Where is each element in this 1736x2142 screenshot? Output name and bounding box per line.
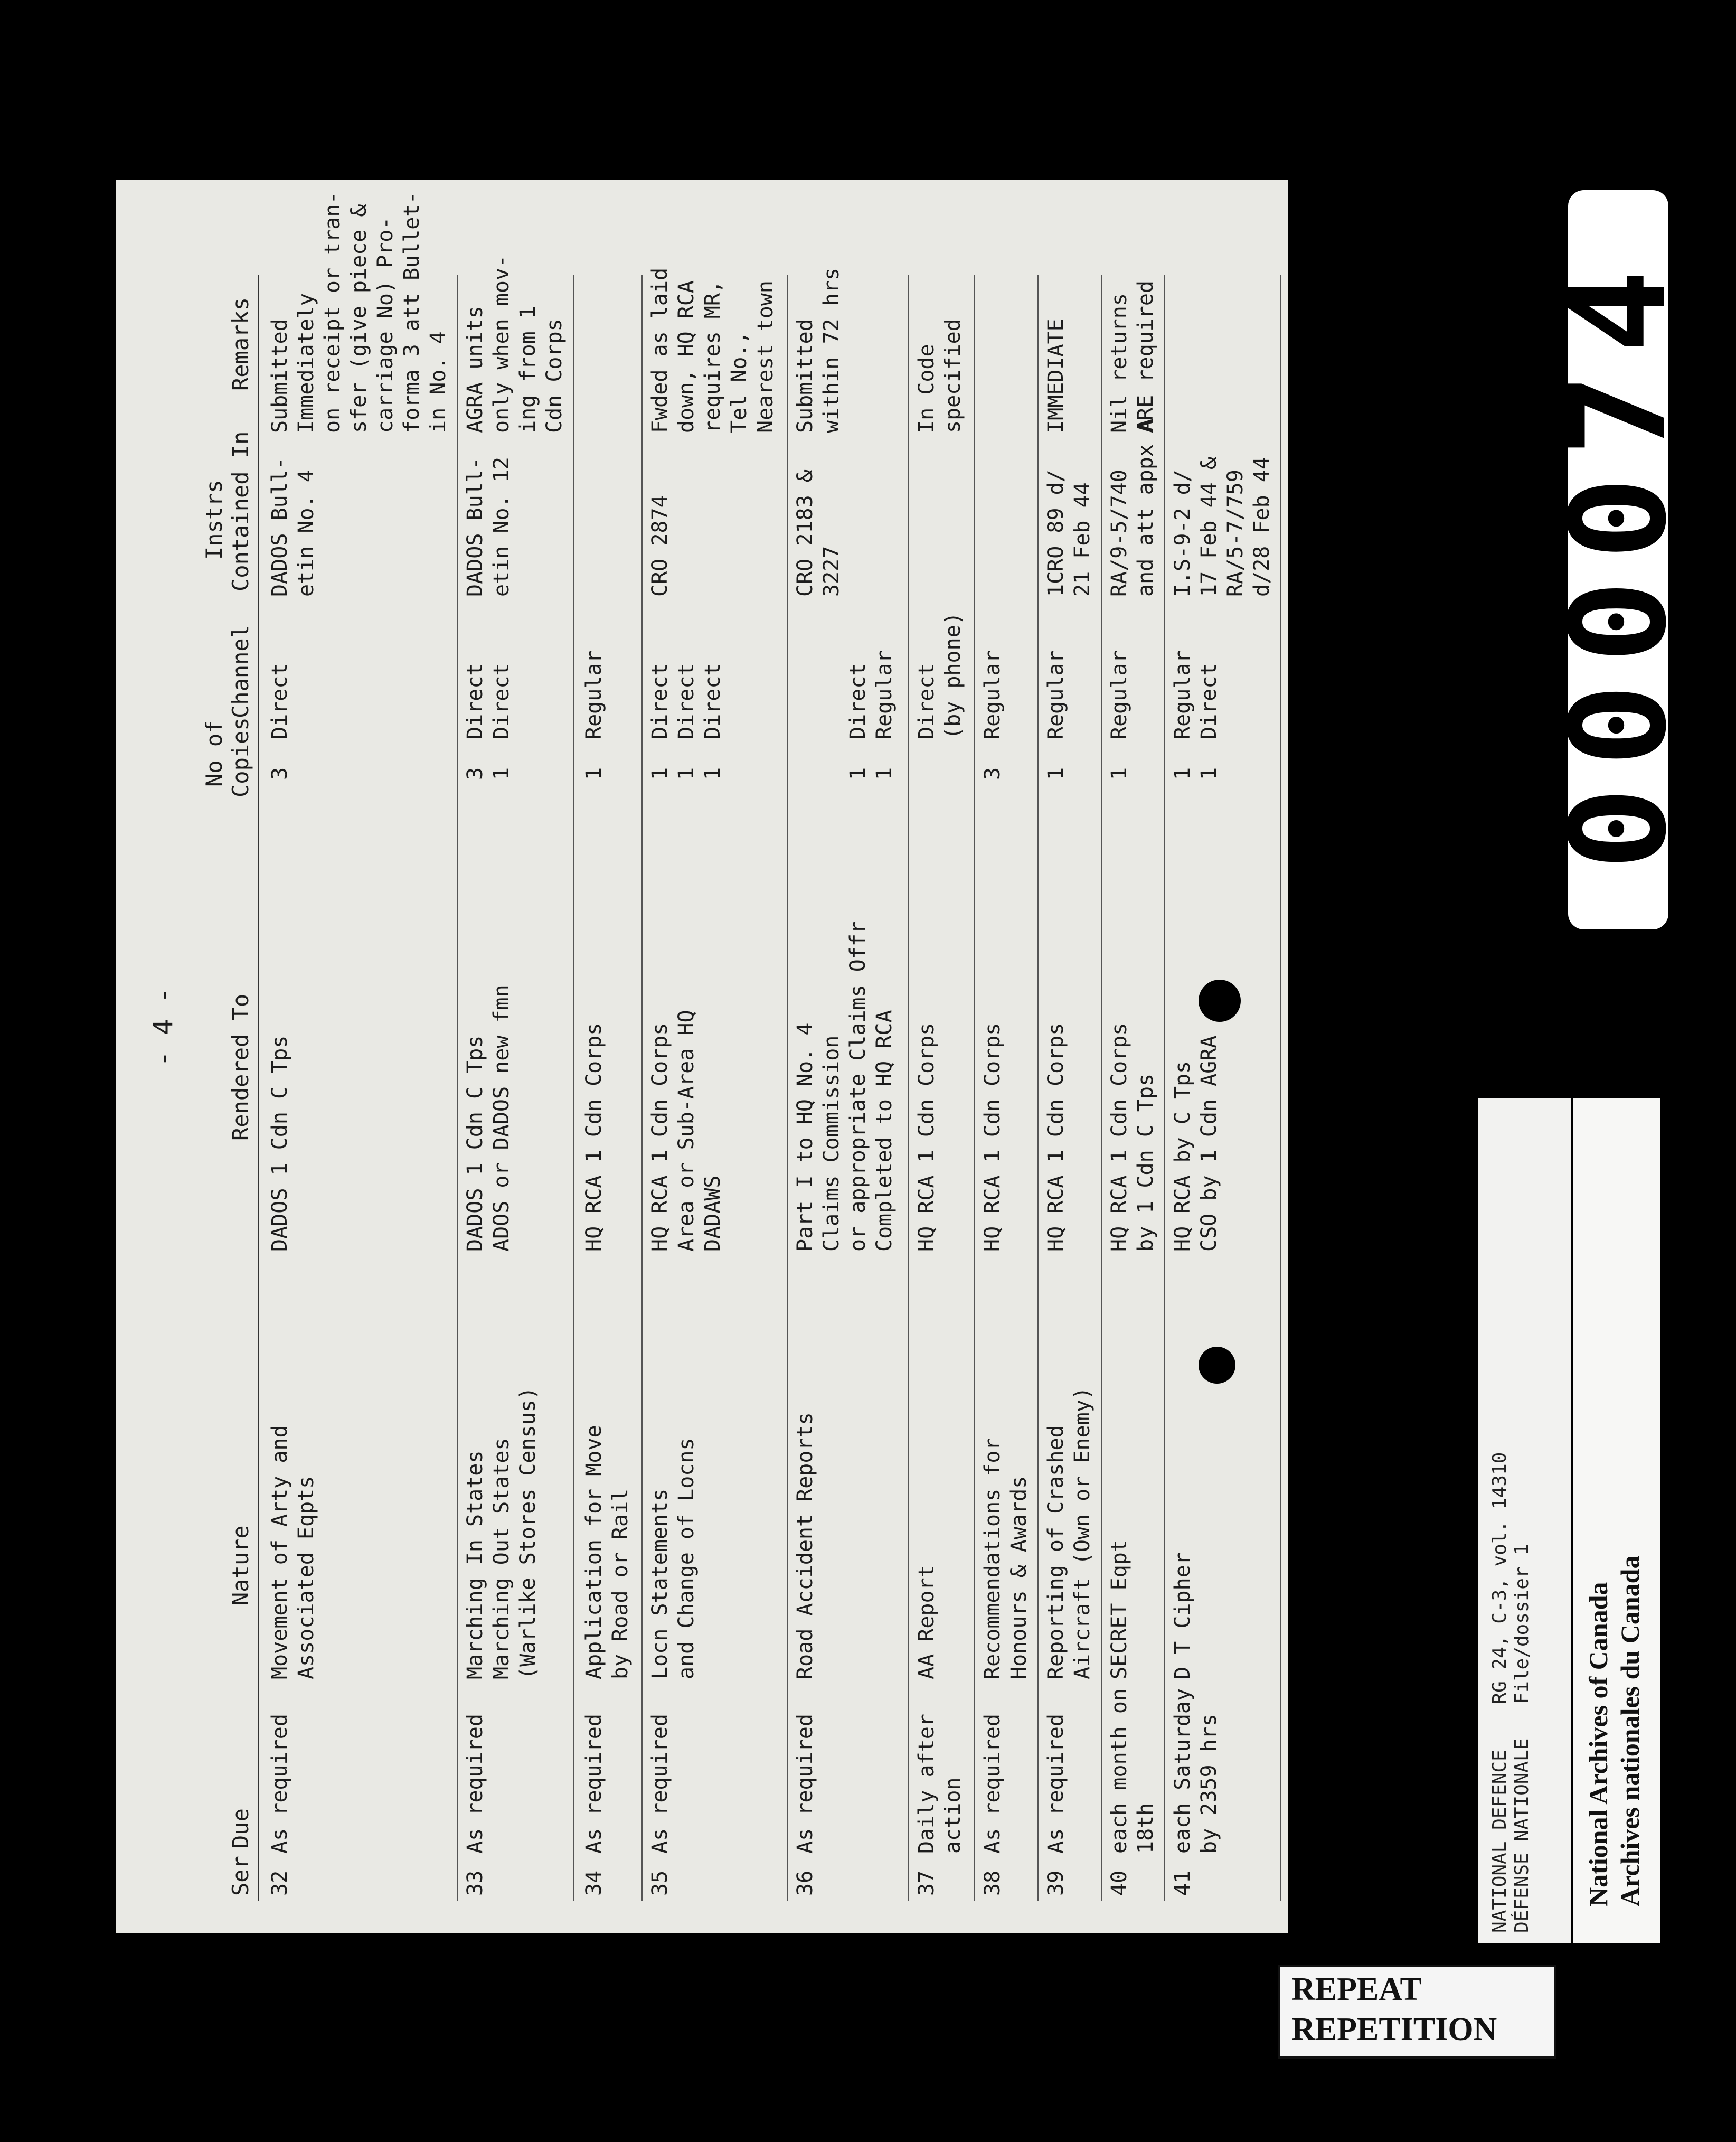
row-divider xyxy=(908,275,909,1901)
cell-nature: Recommendations for Honours & Awards xyxy=(980,1438,1031,1679)
cell-due: Daily after action xyxy=(914,1714,965,1854)
institution-fr: Archives nationales du Canada xyxy=(1615,1555,1645,1906)
rotated-content xyxy=(116,180,1288,1933)
header-ser: Ser xyxy=(228,1856,253,1896)
ref-line-1: NATIONAL DEFENCE xyxy=(1489,1750,1511,1933)
header-nature: Nature xyxy=(228,1525,253,1605)
cell-channel: Direct Direct Direct xyxy=(648,663,725,739)
cell-copies: 1 1 1 xyxy=(648,767,725,781)
cell-rendered-to: DADOS 1 Cdn C Tps xyxy=(268,1035,292,1252)
cell-due: As required xyxy=(793,1714,817,1854)
cell-ser: 32 xyxy=(268,1870,292,1896)
cell-copies: 1 xyxy=(1044,767,1068,781)
header-due: Due xyxy=(228,1808,253,1848)
cell-due: each month on 18th xyxy=(1107,1688,1158,1854)
cell-nature: SECRET Eqpt xyxy=(1107,1539,1131,1679)
cell-due: As required xyxy=(980,1714,1005,1854)
cell-ser: 36 xyxy=(793,1870,817,1896)
row-divider xyxy=(641,275,643,1901)
cell-remarks: AGRA units only when mov- ing from 1 Cdn Corps xyxy=(463,255,567,433)
row-divider xyxy=(1101,275,1102,1901)
frame-number-label xyxy=(1541,190,1695,929)
cell-instrs: RA/9-5/740 and att appx A xyxy=(1107,418,1158,597)
cell-rendered-to: HQ RCA 1 Cdn Corps by 1 Cdn C Tps xyxy=(1107,1022,1158,1252)
cell-rendered-to: DADOS 1 Cdn C Tps ADOS or DADOS new fmn xyxy=(463,984,514,1252)
cell-rendered-to: Part I to HQ No. 4 Claims Commission or appropriate Claims Offr Completed to HQ RCA xyxy=(793,920,897,1252)
cell-channel: Regular xyxy=(1107,650,1131,739)
ref-line-4: File/dossier 1 xyxy=(1511,1544,1533,1704)
cell-rendered-to: HQ RCA 1 Cdn Corps xyxy=(1044,1022,1068,1252)
row-divider xyxy=(1037,275,1039,1901)
cell-channel: Direct Direct xyxy=(463,663,514,739)
cell-copies: 3 xyxy=(268,767,292,781)
frame-number: 000074 xyxy=(1541,249,1695,870)
cell-copies: 1 1 xyxy=(846,767,897,781)
cell-ser: 34 xyxy=(582,1870,606,1896)
cell-nature: Movement of Arty and Associated Eqpts xyxy=(268,1425,318,1679)
cell-remarks: Submitted Immediately on receipt or tran- sfer (give piece & carriage No) Pro- forma 3 att Bullet- in No. 4 xyxy=(268,191,450,433)
cell-remarks: IMMEDIATE xyxy=(1044,318,1068,433)
cell-channel: Direct (by phone) xyxy=(914,612,965,739)
header-instrs-line1: Instrs xyxy=(201,480,227,560)
institution-box xyxy=(1571,1098,1660,1943)
institution-en: National Archives of Canada xyxy=(1583,1582,1613,1906)
punch-hole xyxy=(1199,980,1241,1022)
cell-rendered-to: HQ RCA 1 Cdn Corps xyxy=(980,1022,1005,1252)
cell-nature: D T Cipher xyxy=(1171,1552,1195,1679)
header-rule xyxy=(258,275,259,1901)
stamp-line-1: REPEAT xyxy=(1291,1971,1422,2007)
cell-due: As required xyxy=(268,1714,292,1854)
cell-remarks: Nil returns ARE required xyxy=(1107,280,1158,433)
header-remarks: Remarks xyxy=(228,297,253,391)
cell-rendered-to: HQ RCA 1 Cdn Corps Area or Sub-Area HQ DADAWS xyxy=(648,1010,725,1252)
cell-remarks: Submitted within 72 hrs xyxy=(793,267,844,433)
cell-copies: 1 xyxy=(582,767,606,781)
cell-due: As required xyxy=(582,1714,606,1854)
cell-ser: 35 xyxy=(648,1870,672,1896)
reference-text xyxy=(1489,1452,1533,1933)
cell-instrs: CRO 2183 & 3227 xyxy=(793,469,844,597)
row-divider xyxy=(974,275,975,1901)
cell-channel: Direct xyxy=(268,663,292,739)
cell-remarks: In Code specified xyxy=(914,318,965,433)
cell-remarks: Fwded as laid down, HQ RCA requires MR, Tel No., Nearest town xyxy=(648,267,778,433)
ref-line-2: DÉFENSE NATIONALE xyxy=(1511,1738,1533,1933)
cell-ser: 40 xyxy=(1107,1870,1131,1896)
document-page xyxy=(116,180,1288,1933)
punch-hole xyxy=(1199,1347,1235,1384)
cell-ser: 37 xyxy=(914,1870,939,1896)
row-divider xyxy=(457,275,458,1901)
cell-instrs: DADOS Bull- etin No. 4 xyxy=(268,457,318,597)
cell-instrs: 1CRO 89 d/ 21 Feb 44 xyxy=(1044,469,1095,597)
cell-rendered-to: HQ RCA by C Tps CSO by 1 Cdn AGRA xyxy=(1171,1035,1221,1252)
ref-line-3: RG 24, C-3, vol. 14310 xyxy=(1489,1452,1511,1704)
cell-copies: 1 1 xyxy=(1171,767,1221,781)
cell-due: As required xyxy=(648,1714,672,1854)
row-divider xyxy=(573,275,574,1901)
header-copies-line2: Copies xyxy=(228,717,253,797)
cell-copies: 3 xyxy=(980,767,1005,781)
cell-channel: Regular xyxy=(582,650,606,739)
cell-nature: Locn Statements and Change of Locns xyxy=(648,1438,699,1679)
row-divider xyxy=(787,275,788,1901)
cell-channel: Regular xyxy=(980,650,1005,739)
row-divider xyxy=(1164,275,1165,1901)
repeat-stamp xyxy=(1278,1965,1556,2059)
cell-nature: Marching In States Marching Out States (Warlike Stores Census) xyxy=(463,1387,540,1679)
header-instrs-line2: Contained In xyxy=(228,431,253,591)
cell-ser: 33 xyxy=(463,1870,487,1896)
cell-instrs: CRO 2874 xyxy=(648,495,672,597)
cell-copies: 1 xyxy=(1107,767,1131,781)
cell-nature: Reporting of Crashed Aircraft (Own or Enemy) xyxy=(1044,1387,1095,1679)
cell-due: As required xyxy=(1044,1714,1068,1854)
cell-channel: Regular xyxy=(1044,650,1068,739)
cell-due: each Saturday by 2359 hrs xyxy=(1171,1688,1221,1854)
row-divider xyxy=(1280,275,1281,1901)
archive-reference-card xyxy=(1478,1098,1658,1943)
cell-ser: 41 xyxy=(1171,1870,1195,1896)
cell-due: As required xyxy=(463,1714,487,1854)
cell-ser: 39 xyxy=(1044,1870,1068,1896)
cell-nature: Application for Move by Road or Rail xyxy=(582,1425,633,1679)
cell-copies: 3 1 xyxy=(463,767,514,781)
cell-channel: Regular Direct xyxy=(1171,650,1221,739)
cell-nature: Road Accident Reports xyxy=(793,1412,817,1679)
cell-nature: AA Report xyxy=(914,1565,939,1679)
cell-instrs: DADOS Bull- etin No. 12 xyxy=(463,457,514,597)
page-number: - 4 - xyxy=(148,987,178,1067)
cell-rendered-to: HQ RCA 1 Cdn Corps xyxy=(582,1022,606,1252)
cell-instrs: I.S-9-2 d/ 17 Feb 44 & RA/5-7/759 d/28 Feb 44 xyxy=(1171,457,1274,597)
header-channel: Channel xyxy=(228,624,253,718)
cell-rendered-to: HQ RCA 1 Cdn Corps xyxy=(914,1022,939,1252)
stamp-line-2: REPETITION xyxy=(1291,2012,1497,2047)
cell-channel: Direct Regular xyxy=(846,650,897,739)
header-rendered-to: Rendered To xyxy=(228,993,253,1141)
header-copies-line1: No of xyxy=(201,720,227,787)
cell-ser: 38 xyxy=(980,1870,1005,1896)
